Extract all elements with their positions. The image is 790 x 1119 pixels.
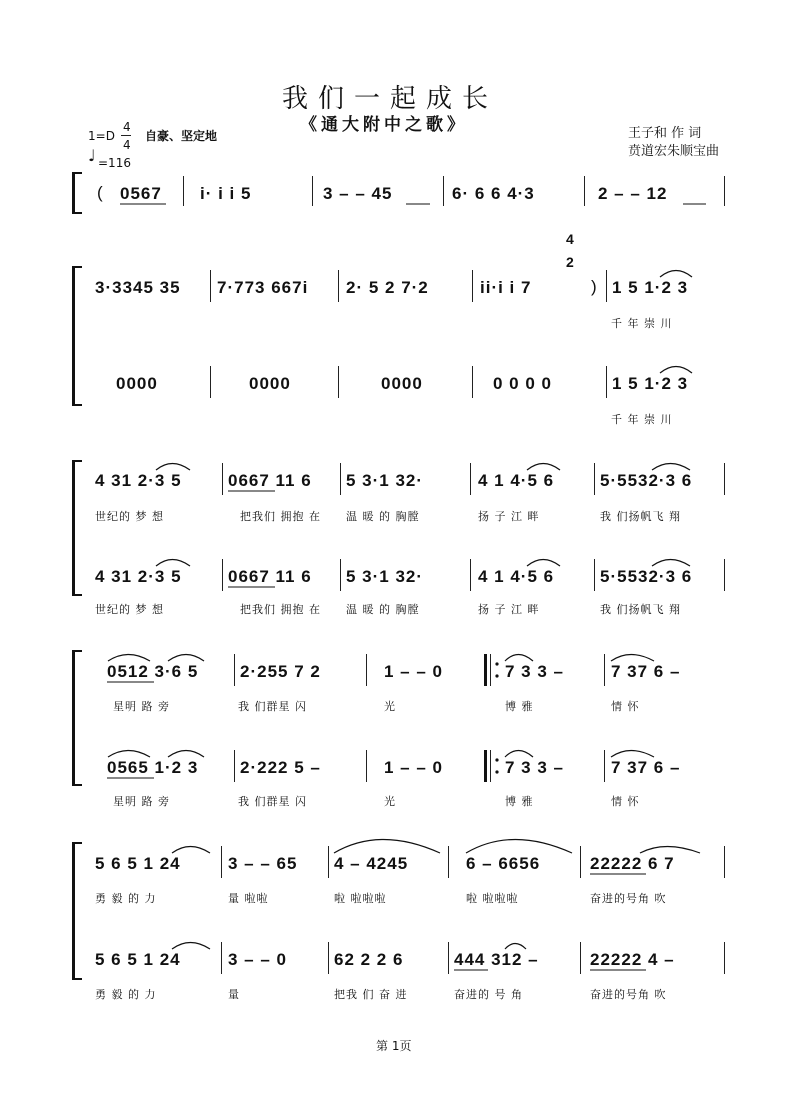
intro-paren-close: )	[591, 277, 598, 296]
slur	[527, 464, 560, 471]
measure: 1 5 1·2 3	[612, 278, 689, 297]
barline	[234, 654, 235, 686]
lyric-line: 扬 子 江 畔	[478, 603, 540, 616]
barline	[340, 559, 341, 591]
system-bracket	[72, 650, 82, 786]
barline	[580, 942, 581, 974]
slur	[652, 464, 690, 471]
measure: 3 – – 0	[228, 950, 287, 969]
song-title: 我们一起成长	[282, 84, 499, 114]
barline	[210, 366, 211, 398]
lyric-line: 光	[384, 700, 396, 713]
lyric-line: 扬 子 江 畔	[478, 510, 540, 523]
lyric-line: 勇 毅 的 力	[95, 988, 157, 1001]
lyric-line: 博 雅	[505, 700, 534, 713]
lyric-line: 奋进的号角 吹	[590, 892, 667, 905]
rest-measure: 0 0 0 0	[493, 374, 552, 393]
lyric-line: 我 们扬帆飞 翔	[600, 510, 681, 523]
measure: 1 – – 0	[384, 662, 443, 681]
measure: 5 6 5 1 24	[95, 950, 181, 969]
lyric-line: 情 怀	[611, 700, 640, 713]
intro-measure-3: 3 – – 45	[323, 184, 393, 203]
measure: 4 31 2·3 5	[95, 471, 182, 490]
barline	[366, 750, 367, 782]
barline	[594, 463, 595, 495]
lyric-line: 奋进的 号 角	[454, 988, 523, 1001]
barline	[724, 176, 725, 206]
measure: 5·5532·3 6	[600, 471, 693, 490]
measure: 5 3·1 32·	[346, 567, 424, 586]
slur	[172, 847, 210, 854]
repeat-barline	[484, 750, 487, 782]
lyric-line: 把我 们 奋 进	[334, 988, 408, 1001]
measure: 22222 6 7	[590, 854, 675, 873]
barline	[584, 176, 585, 206]
slur	[108, 751, 150, 758]
system-bracket	[72, 172, 82, 214]
time-signature-line	[121, 135, 131, 136]
lyric-line: 量	[228, 988, 240, 1001]
measure: 5 6 5 1 24	[95, 854, 181, 873]
barline	[328, 942, 329, 974]
barline	[472, 366, 473, 398]
repeat-dot	[495, 662, 498, 665]
rest-measure: 0000	[249, 374, 291, 393]
barline	[183, 176, 184, 206]
repeat-barline	[490, 750, 491, 782]
measure: 7 3 3 –	[505, 662, 564, 681]
lyric-line: 情 怀	[611, 795, 640, 808]
barline	[606, 270, 607, 302]
lyric-line: 博 雅	[505, 795, 534, 808]
barline	[724, 846, 725, 878]
system-bracket	[72, 266, 82, 406]
expression-mark: 自豪、坚定地	[145, 129, 218, 143]
lyric-line: 我 们扬帆飞 翔	[600, 603, 681, 616]
repeat-barline	[484, 654, 487, 686]
barline	[470, 463, 471, 495]
measure: 3 – – 65	[228, 854, 298, 873]
barline	[724, 559, 725, 591]
slur	[156, 560, 190, 567]
measure: 6 – 6656	[466, 854, 541, 873]
slur	[466, 840, 572, 854]
lyric-line: 千 年 崇 川	[611, 413, 673, 426]
intro-measure-4: 6· 6 6 4·3	[452, 184, 535, 203]
lyric-line: 啦 啦啦啦	[334, 892, 387, 905]
repeat-barline	[490, 654, 491, 686]
barline	[470, 559, 471, 591]
measure: 4 1 4·5 6	[478, 471, 555, 490]
slur	[156, 464, 190, 471]
measure: 4 31 2·3 5	[95, 567, 182, 586]
slur	[611, 655, 654, 662]
barline	[580, 846, 581, 878]
lyric-line: 勇 毅 的 力	[95, 892, 157, 905]
measure: 62 2 2 6	[334, 950, 404, 969]
lyric-line: 星明 路 旁	[113, 795, 170, 808]
tempo-mark: =116	[98, 156, 131, 170]
key-signature: 1=D	[88, 129, 115, 143]
lyric-line: 把我们 拥抱 在	[240, 510, 321, 523]
barline	[448, 942, 449, 974]
slur	[172, 943, 210, 950]
barline	[210, 270, 211, 302]
measure: 22222 4 –	[590, 950, 675, 969]
slur	[527, 560, 560, 567]
measure: 2·255 7 2	[240, 662, 321, 681]
measure: 7 37 6 –	[611, 662, 681, 681]
barline	[443, 176, 444, 206]
barline	[221, 846, 222, 878]
lyric-line: 千 年 崇 川	[611, 317, 673, 330]
lyric-line: 世纪的 梦 想	[95, 510, 164, 523]
barline	[724, 942, 725, 974]
measure: 2·222 5 –	[240, 758, 321, 777]
system-bracket	[72, 842, 82, 980]
measure: 2· 5 2 7·2	[346, 278, 429, 297]
composer-credit: 贲道宏朱顺宝曲	[628, 144, 720, 159]
barline	[472, 270, 473, 302]
barline	[594, 559, 595, 591]
measure: 4 1 4·5 6	[478, 567, 555, 586]
slur	[505, 751, 533, 758]
measure: 5·5532·3 6	[600, 567, 693, 586]
barline	[222, 559, 223, 591]
lyricist-credit: 王子和 作 词	[628, 126, 702, 141]
rest-measure: 0000	[381, 374, 423, 393]
lyric-line: 我 们群星 闪	[238, 795, 307, 808]
time-signature-top: 4	[123, 120, 131, 134]
rest-measure: 0000	[116, 374, 158, 393]
intro-measure-2: i· i i 5	[200, 184, 252, 203]
barline	[222, 463, 223, 495]
measure: 444 312 –	[454, 950, 539, 969]
barline	[604, 654, 605, 686]
song-subtitle: 《通大附中之歌》	[300, 115, 468, 135]
slur	[168, 655, 204, 662]
slur	[505, 944, 526, 950]
lyric-line: 奋进的号角 吹	[590, 988, 667, 1001]
system-bracket	[72, 460, 82, 596]
measure: 0667 11 6	[228, 471, 312, 490]
lyric-line: 我 们群星 闪	[238, 700, 307, 713]
slur	[505, 655, 533, 662]
barline	[328, 846, 329, 878]
measure: ii·i i 7	[480, 278, 532, 297]
slur	[334, 840, 440, 854]
barline	[221, 942, 222, 974]
slur	[652, 560, 690, 567]
slur	[640, 847, 700, 854]
lyric-line: 把我们 拥抱 在	[240, 603, 321, 616]
time-change-top: 4	[566, 231, 575, 247]
measure: 0512 3·6 5	[107, 662, 199, 681]
barline	[606, 366, 607, 398]
repeat-dot	[495, 770, 498, 773]
time-signature-bottom: 4	[123, 138, 131, 152]
lyric-line: 光	[384, 795, 396, 808]
intro-measure-5: 2 – – 12	[598, 184, 668, 203]
intro-measure-1: 0567	[120, 184, 162, 203]
slur	[108, 655, 150, 662]
barline	[338, 366, 339, 398]
page-number: 第 1页	[376, 1039, 412, 1053]
measure: 3·3345 35	[95, 278, 181, 297]
slur	[611, 751, 654, 758]
barline	[604, 750, 605, 782]
lyric-line: 量 啦啦	[228, 892, 269, 905]
measure: 4 – 4245	[334, 854, 409, 873]
lyric-line: 啦 啦啦啦	[466, 892, 519, 905]
measure: 1 5 1·2 3	[612, 374, 689, 393]
measure: 0565 1·2 3	[107, 758, 199, 777]
lyric-line: 温 暖 的 胸膛	[346, 603, 420, 616]
repeat-dot	[495, 674, 498, 677]
lyric-line: 世纪的 梦 想	[95, 603, 164, 616]
barline	[724, 463, 725, 495]
time-change-bottom: 2	[566, 254, 575, 270]
barline	[312, 176, 313, 206]
slur	[168, 751, 204, 758]
barline	[366, 654, 367, 686]
measure: 1 – – 0	[384, 758, 443, 777]
slur	[660, 271, 692, 278]
barline	[340, 463, 341, 495]
repeat-dot	[495, 758, 498, 761]
lyric-line: 星明 路 旁	[113, 700, 170, 713]
slur	[660, 367, 692, 374]
quarter-note-icon: ♩	[88, 146, 96, 165]
measure: 7·773 667i	[217, 278, 309, 297]
lyric-line: 温 暖 的 胸膛	[346, 510, 420, 523]
measure: 7 3 3 –	[505, 758, 564, 777]
measure: 5 3·1 32·	[346, 471, 424, 490]
barline	[234, 750, 235, 782]
barline	[448, 846, 449, 878]
measure: 0667 11 6	[228, 567, 312, 586]
barline	[338, 270, 339, 302]
measure: 7 37 6 –	[611, 758, 681, 777]
intro-paren-open: (	[97, 183, 104, 202]
